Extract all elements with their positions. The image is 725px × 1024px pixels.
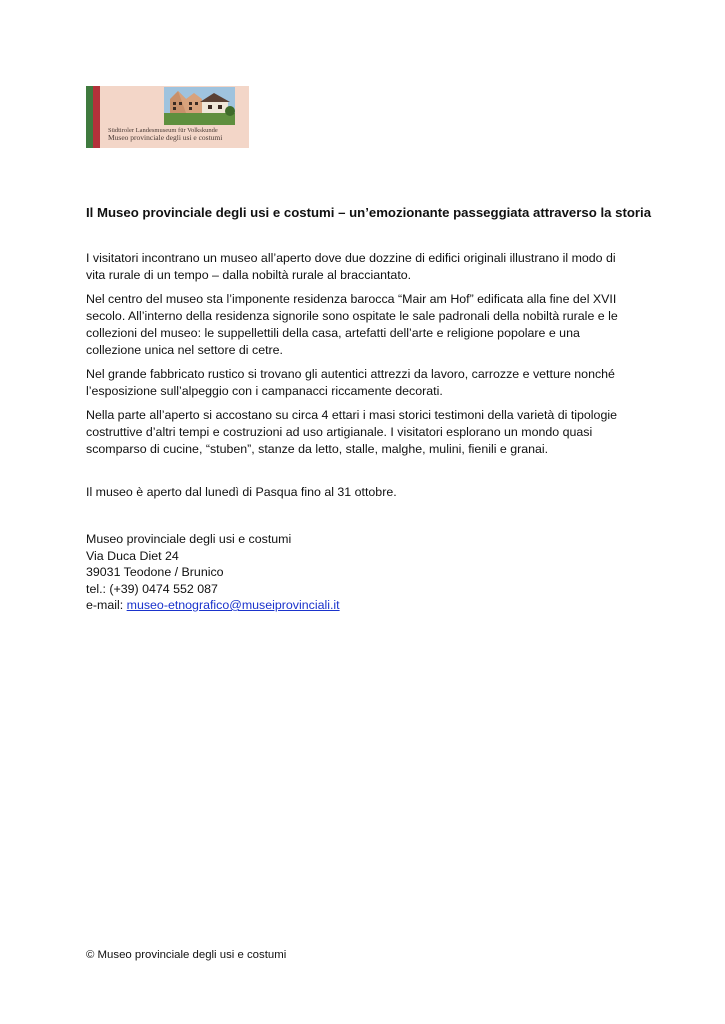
logo-red-stripe [93,86,100,148]
email-label: e-mail: [86,598,127,612]
address-street: Via Duca Diet 24 [86,548,179,563]
footer-copyright: © Museo provinciale degli usi e costumi [86,949,287,961]
paragraph-rustic-building: Nel grande fabbricato rustico si trovano gli autentici attrezzi da lavoro, carrozze e vetture nonché l’esposizione sull’alpeggio con i campanacci riccamente decorati. [86,367,615,398]
contact-address [86,531,486,614]
body-text [86,250,626,465]
email-link[interactable]: museo-etnografico@museiprovinciali.it [126,598,340,612]
museum-logo [86,86,249,148]
logo-text-italian: Museo provinciale degli usi e costumi [108,133,223,142]
address-city: 39031 Teodone / Brunico [86,565,224,579]
logo-text-german: Südtiroler Landesmuseum für Volkskunde [108,127,218,134]
page-title: Il Museo provinciale degli usi e costumi – un’emozionante passeggiata attraverso la storia [86,205,652,220]
paragraph-intro: I visitatori incontrano un museo all’aperto dove due dozzine di edifici originali illustrano il modo di vita rurale di un tempo – dalla nobiltà rurale al bracciantato. [86,251,616,282]
paragraph-open-air: Nella parte all’aperto si accostano su circa 4 ettari i masi storici testimoni della varietà di tipologie costruttive d’altri tempi e costruzioni ad uso artigianale. I visitatori esplorano un mondo quasi scomparso di cucine, “stuben”, stanze da letto, stalle, malghe, mulini, fienili e granai. [86,408,617,456]
museum-building-photo [164,87,235,125]
paragraph-residence: Nel centro del museo sta l’imponente residenza barocca “Mair am Hof” edificata alla fine del XVII secolo. All’interno della residenza signorile sono ospitate le sale padronali della nobiltà rurale e le collezioni del museo: le suppellettili della casa, artefatti dell’arte e religione popolare e una collezione unica nel settore di cetre. [86,292,618,357]
address-name: Museo provinciale degli usi e costumi [86,532,292,546]
opening-hours: Il museo è aperto dal lunedì di Pasqua fino al 31 ottobre. [86,485,397,499]
address-phone: tel.: (+39) 0474 552 087 [86,581,218,596]
address-email-row [86,597,486,614]
logo-green-stripe [86,86,93,148]
